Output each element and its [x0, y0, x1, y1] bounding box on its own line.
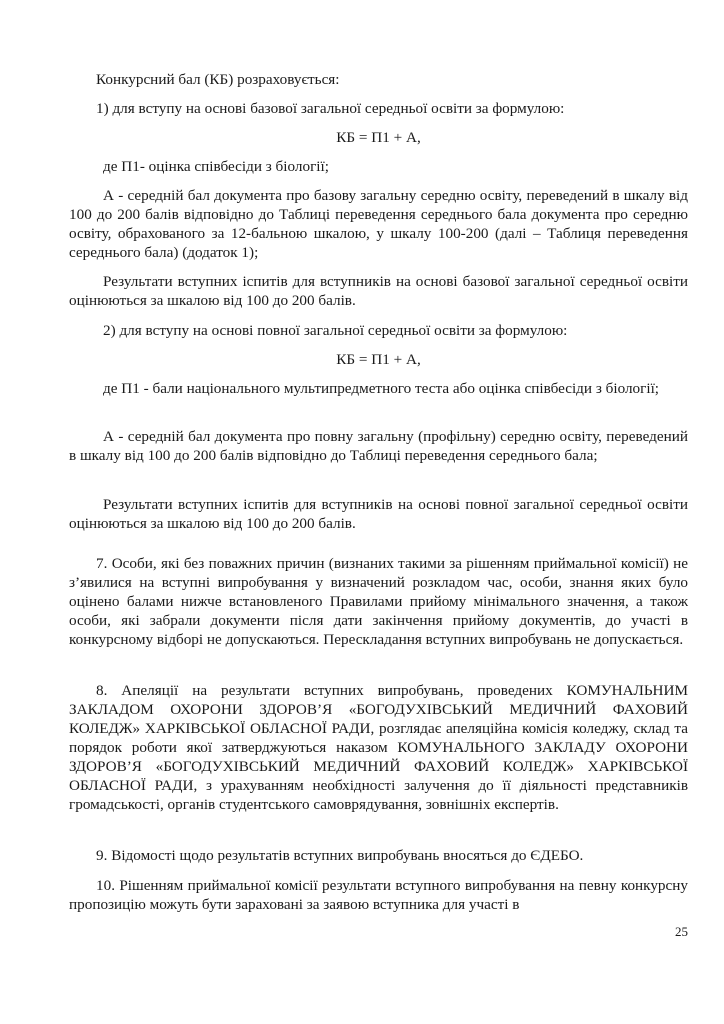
formula-full: КБ = П1 + А,: [336, 351, 421, 368]
paragraph-7: 7. Особи, які без поважних причин (визнаних такими за рішенням приймальної комісії) не з’явилися на вступні випробування у визначений розкладом час, особи, знання яких було оцінено балами нижче встановленого Правилами прийому мінімального значення, а також особи, які забрали документи після дати закінчення прийому документів, до участі в конкурсному відборі не допускаються. Перескладання вступних випробувань не допускається.: [69, 555, 688, 648]
results-full: Результати вступних іспитів для вступників на основі повної загальної середньої освіти оцінюються за шкалою від 100 до 200 балів.: [69, 496, 688, 532]
p1-definition-full: де П1 - бали національного мультипредметного теста або оцінка співбесіди з біології;: [103, 380, 660, 397]
formula-basic: КБ = П1 + А,: [336, 129, 421, 146]
basic-education-rule: 1) для вступу на основі базової загальної середньої освіти за формулою:: [96, 100, 565, 117]
p1-definition-basic: де П1- оцінка співбесіди з біології;: [103, 158, 329, 175]
full-education-rule: 2) для вступу на основі повної загальної середньої освіти за формулою:: [103, 322, 568, 339]
paragraph-9: 9. Відомості щодо результатів вступних випробувань вносяться до ЄДЕБО.: [96, 847, 584, 864]
page-number: 25: [675, 924, 688, 939]
a-definition-full: А - середній бал документа про повну загальну (профільну) середню освіту, переведений в шкалу від 100 до 200 балів відповідно до Таблиці переведення середнього бала;: [69, 428, 688, 464]
paragraph-8: 8. Апеляції на результати вступних випробувань, проведених КОМУНАЛЬНИМ ЗАКЛАДОМ ОХОРОНИ ЗДОРОВ’Я «БОГОДУХІВСЬКИЙ МЕДИЧНИЙ ФАХОВИЙ КОЛЕДЖ» ХАРКІВСЬКОЇ ОБЛАСНОЇ РАДИ, розглядає апеляційна комісія коледжу, склад та порядок роботи якої затверджуються наказом КОМУНАЛЬНОГО ЗАКЛАДУ ОХОРОНИ ЗДОРОВ’Я «БОГОДУХІВСЬКИЙ МЕДИЧНИЙ ФАХОВИЙ КОЛЕДЖ» ХАРКІВСЬКОЇ ОБЛАСНОЇ РАДИ, з урахуванням необхідності залучення до її діяльності представників громадськості, органів студентського самоврядування, зовнішніх експертів.: [69, 682, 688, 813]
results-basic: Результати вступних іспитів для вступників на основі базової загальної середньої освіти оцінюються за шкалою від 100 до 200 балів.: [69, 273, 688, 309]
score-intro: Конкурсний бал (КБ) розраховується:: [96, 71, 340, 88]
a-definition-basic: А - середній бал документа про базову загальну середню освіту, переведений в шкалу від 100 до 200 балів відповідно до Таблиці переведення середнього бала документа про середню освіту, обрахованого за 12-бальною шкалою, у шкалу 100-200 (далі – Таблиця переведення середнього бала) (додаток 1);: [69, 187, 688, 261]
paragraph-10: 10. Рішенням приймальної комісії результати вступного випробування на певну конкурсну пропозицію можуть бути зараховані за заявою вступника для участі в: [69, 877, 688, 913]
